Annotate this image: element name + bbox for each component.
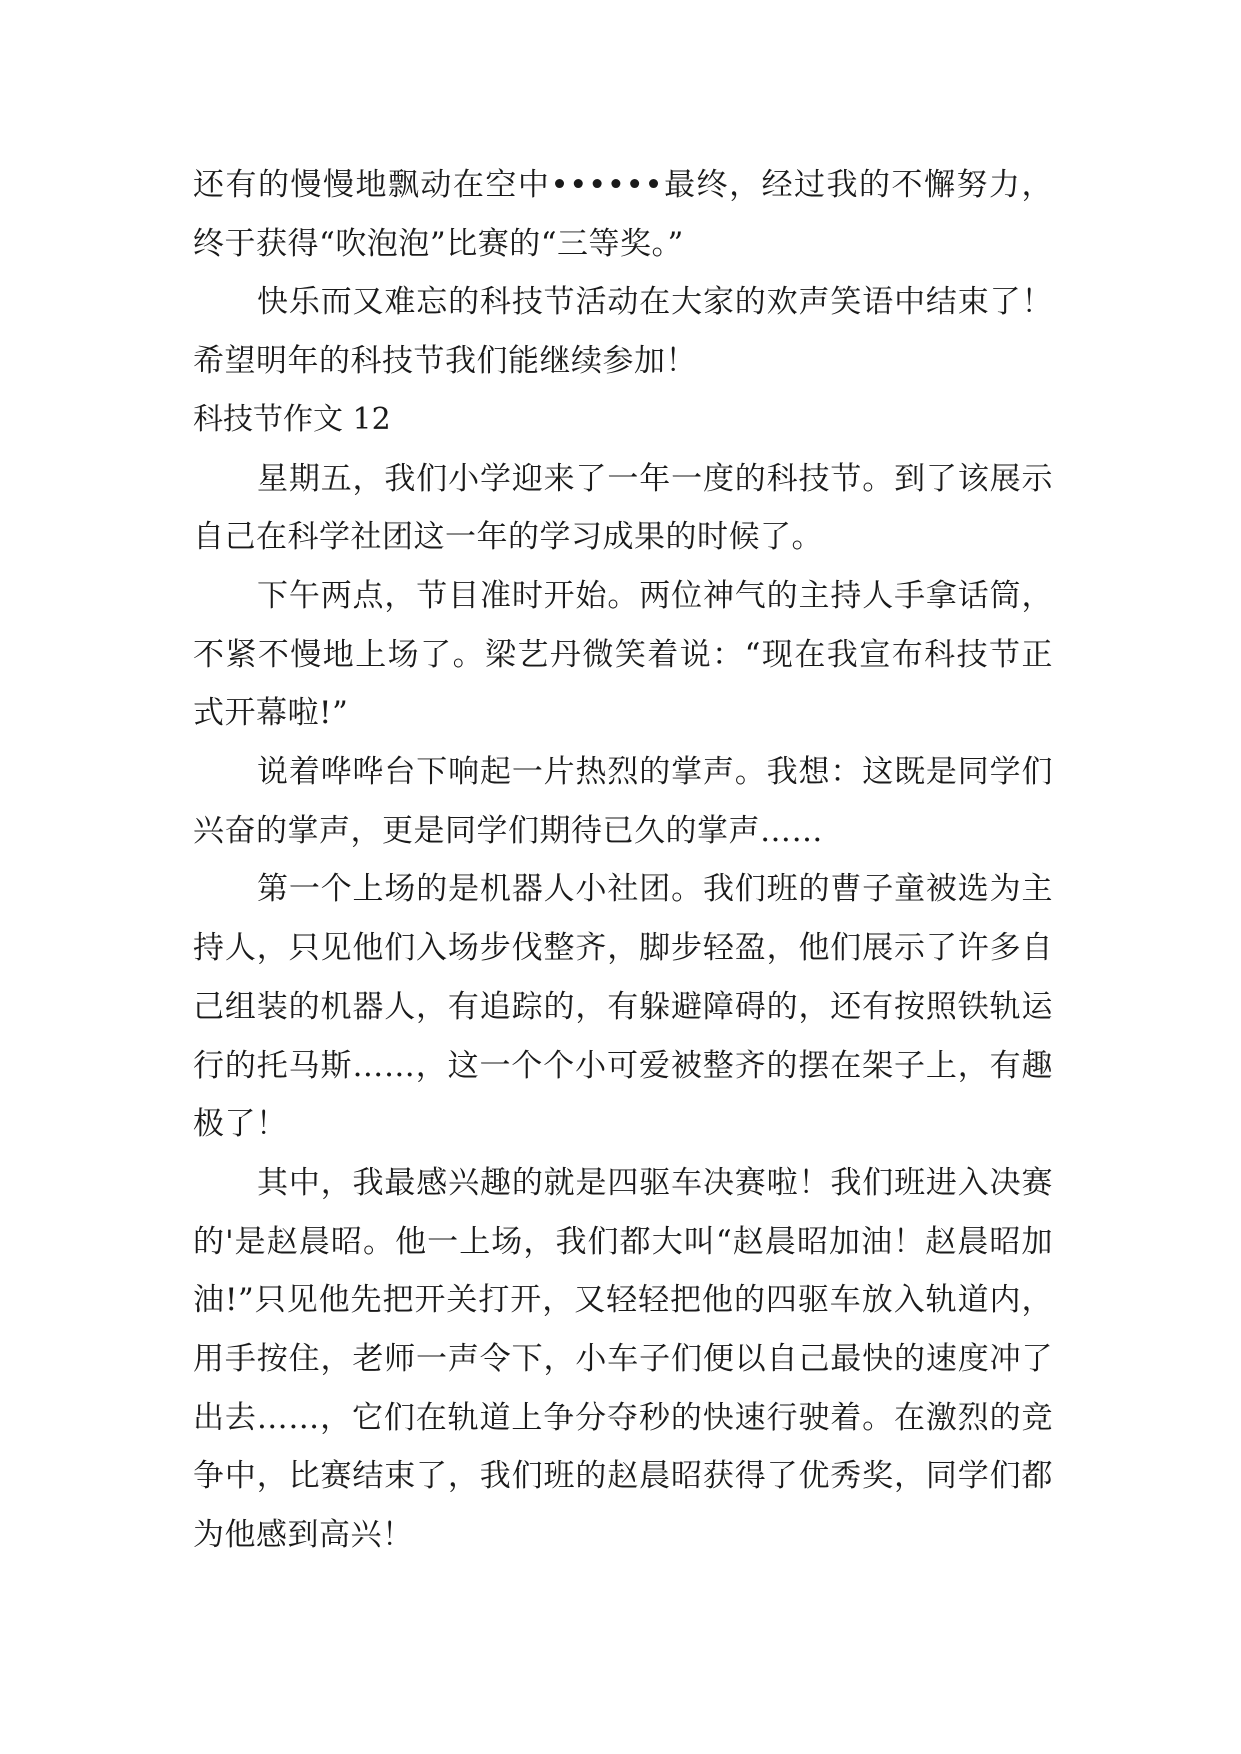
essay-heading: 科技节作文 12 <box>193 401 391 437</box>
document-body <box>193 156 1053 1565</box>
paragraph-applause: 说着哗哗台下响起一片热烈的掌声。我想：这既是同学们兴奋的掌声，更是同学们期待已久的掌声…… <box>193 754 1053 849</box>
paragraph-race-final: 其中，我最感兴趣的就是四驱车决赛啦！我们班进入决赛的'是赵晨昭。他一上场，我们都大叫“赵晨昭加油！赵晨昭加油!”只见他先把开关打开，又轻轻把他的四驱车放入轨道内，用手按住，老师一声令下，小车子们便以自己最快的速度冲了出去……，它们在轨道上争分夺秒的快速行驶着。在激烈的竞争中，比赛结束了，我们班的赵晨昭获得了优秀奖，同学们都为他感到高兴！ <box>193 1164 1053 1554</box>
paragraph-conclusion: 快乐而又难忘的科技节活动在大家的欢声笑语中结束了！希望明年的科技节我们能继续参加！ <box>193 284 1053 380</box>
paragraph-intro: 星期五，我们小学迎来了一年一度的科技节。到了该展示自己在科学社团这一年的学习成果的时候了。 <box>193 460 1053 556</box>
paragraph-robot-club: 第一个上场的是机器人小社团。我们班的曹子童被选为主持人，只见他们入场步伐整齐，脚步轻盈，他们展示了许多自己组装的机器人，有追踪的，有躲避障碍的，还有按照铁轨运行的托马斯……，这一个个小可爱被整齐的摆在架子上，有趣极了！ <box>193 871 1053 1143</box>
paragraph-continuation: 还有的慢慢地飘动在空中••••••最终，经过我的不懈努力，终于获得“吹泡泡”比赛的“三等奖。” <box>193 167 1053 262</box>
paragraph-opening-ceremony: 下午两点，节目准时开始。两位神气的主持人手拿话筒，不紧不慢地上场了。梁艺丹微笑着说：“现在我宣布科技节正式开幕啦!” <box>193 577 1053 732</box>
